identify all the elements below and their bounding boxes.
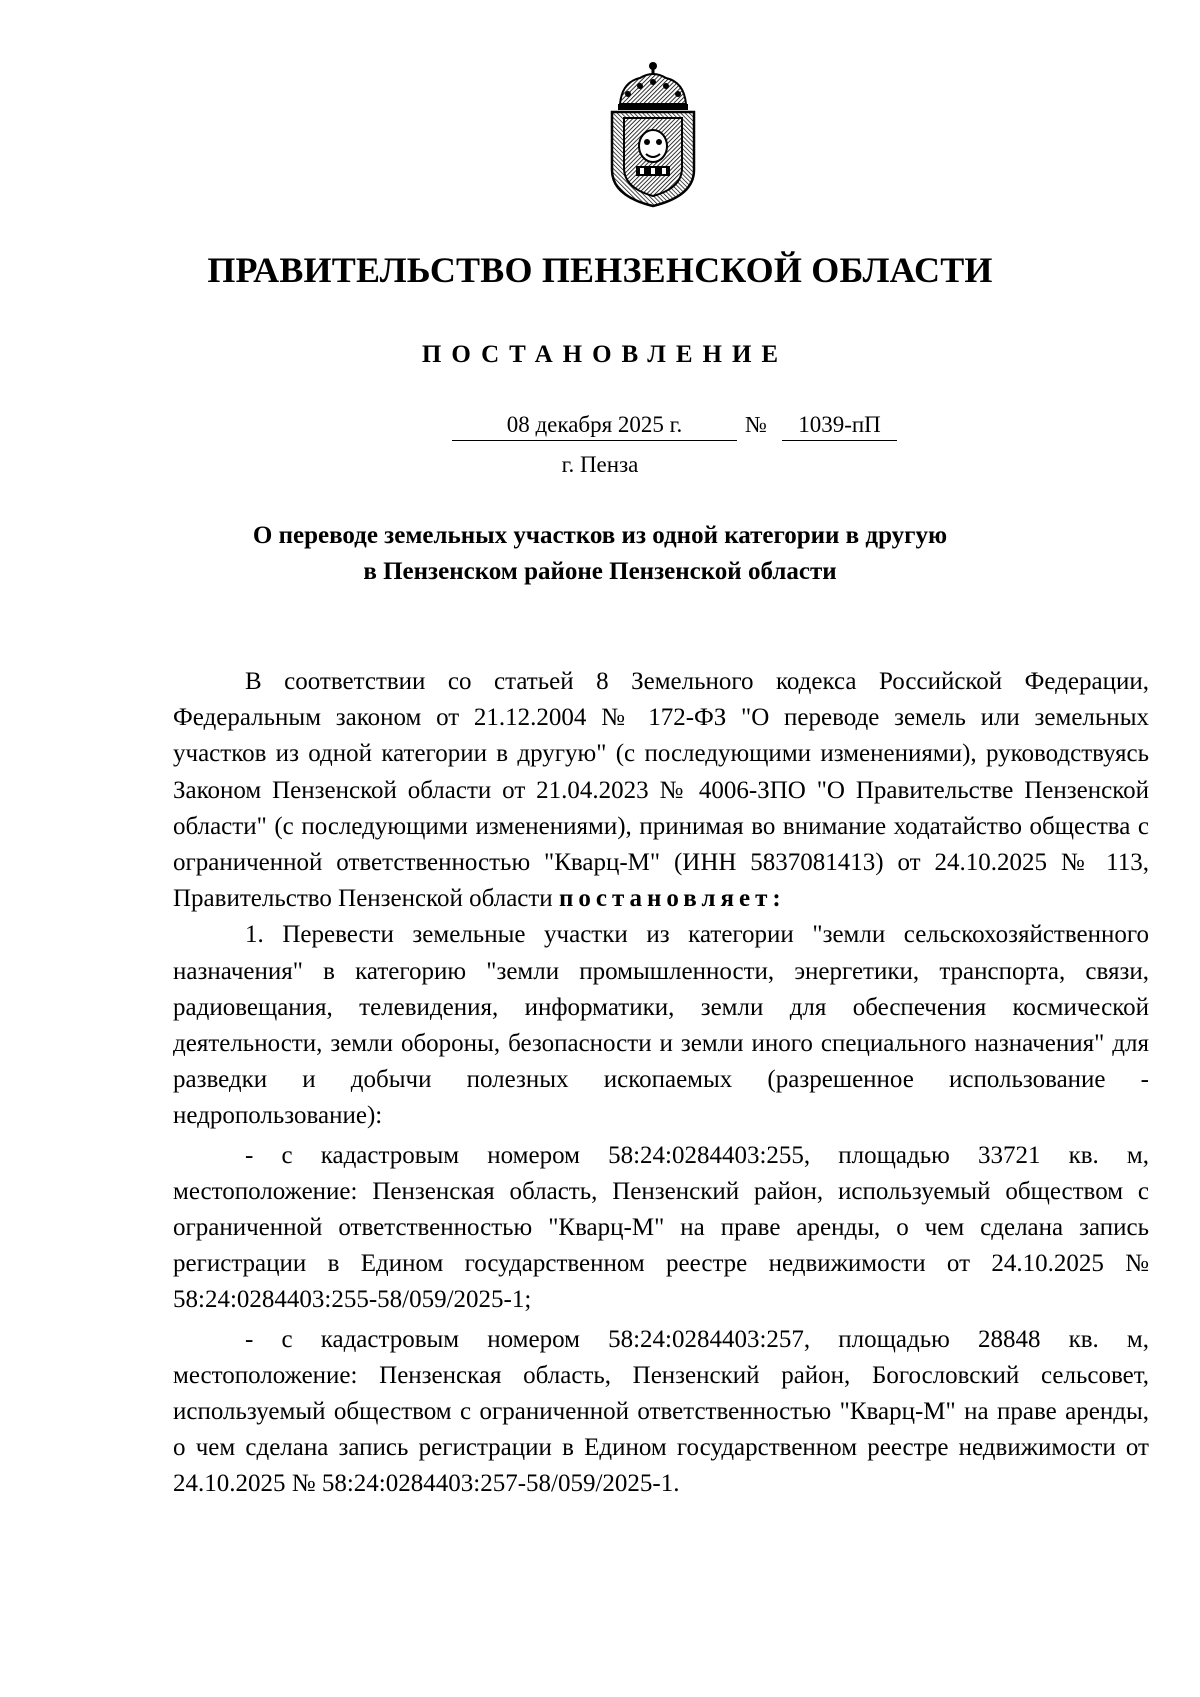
number-sign: № — [745, 412, 767, 437]
document-subject — [0, 518, 1200, 590]
plot-2-paragraph: - с кадастровым номером 58:24:0284403:257, площадью 28848 кв. м, местоположение: Пензенская область, Пензенский район, Богословский сельсовет, используемый обществом с ограниченной ответственностью "Кварц-М" на праве аренды, о чем сделана запись регистрации в Едином государственном реестре недвижимости от 24.10.2025 № 58:24:0284403:257-58/059/2025-1. — [173, 1325, 1149, 1498]
coat-of-arms-icon — [606, 60, 700, 210]
preamble-paragraph — [173, 664, 1149, 917]
plot-1-paragraph: - с кадастровым номером 58:24:0284403:255, площадью 33721 кв. м, местоположение: Пензенская область, Пензенский район, используемый обществом с ограниченной ответственностью "Кварц-М" на праве аренды, о чем сделана запись регистрации в Едином государственном реестре недвижимости от 24.10.2025 № 58:24:0284403:255-58/059/2025-1; — [173, 1141, 1149, 1314]
item-1-paragraph: 1. Перевести земельные участки из категории "земли сельскохозяйственного назначения" в категорию "земли промышленности, энергетики, транспорта, связи, радиовещания, телевидения, информатики, земли для обеспечения космической деятельности, земли обороны, безопасности и земли иного специального назначения" для разведки и добычи полезных ископаемых (разрешенное использование - недропользование): — [173, 921, 1149, 1130]
document-city: г. Пенза — [561, 452, 639, 477]
preamble-text: В соответствии со статьей 8 Земельного кодекса Российской Федерации, Федеральным законом от 21.12.2004 № 172-ФЗ "О переводе земель или земельных участков из одной категории в другую" (с последующими изменениями), руководствуясь Законом Пензенской области от 21.04.2023 № 4006-ЗПО "О Правительстве Пензенской области" (с последующими изменениями), принимая во внимание ходатайство общества с ограниченной ответственностью "Кварц-М" (ИНН 5837081413) от 24.10.2025 № 113, Правительство Пензенской области — [173, 668, 1149, 913]
document-body — [173, 664, 1149, 1503]
document-type: ПОСТАНОВЛЕНИЕ — [421, 341, 789, 368]
subject-line-1: О переводе земельных участков из одной категории в другую — [252, 522, 948, 549]
subject-line-2: в Пензенском районе Пензенской области — [363, 558, 837, 585]
resolves-word: постановляет: — [558, 885, 786, 913]
document-number: 1039-пП — [782, 410, 897, 441]
document-date: 08 декабря 2025 г. — [452, 410, 737, 441]
organization-title: ПРАВИТЕЛЬСТВО ПЕНЗЕНСКОЙ ОБЛАСТИ — [207, 250, 993, 290]
